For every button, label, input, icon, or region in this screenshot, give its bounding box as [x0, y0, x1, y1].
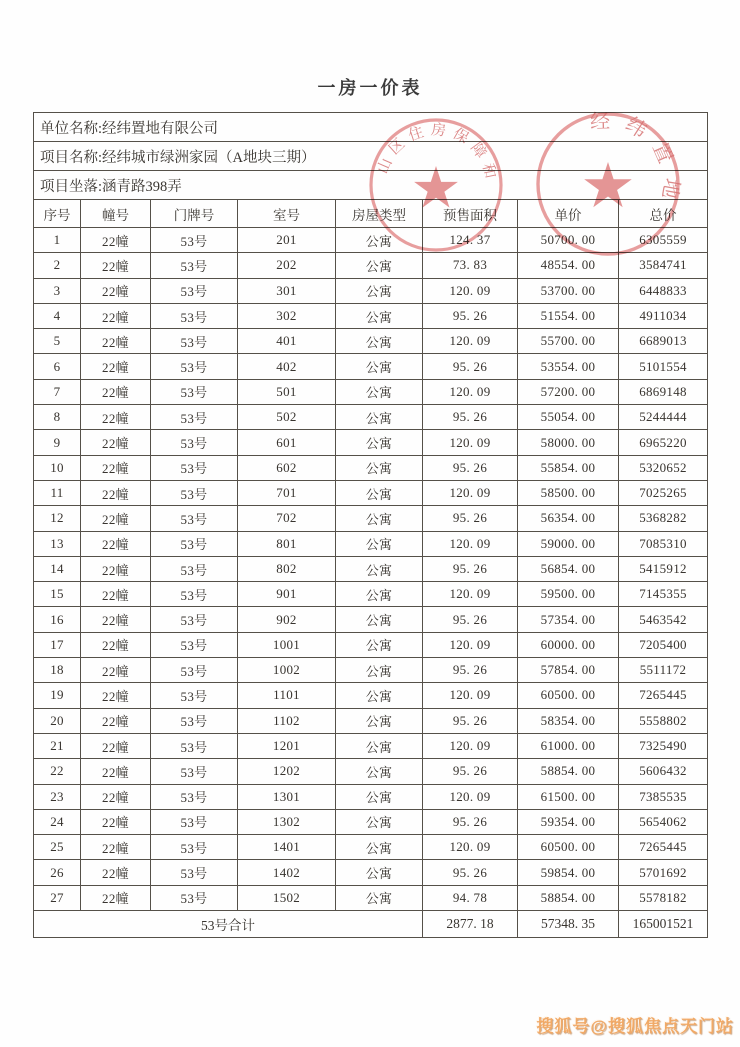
cell-door-number: 53号: [151, 683, 238, 708]
cell-building: 22幢: [81, 354, 151, 379]
cell-house-type: 公寓: [336, 531, 423, 556]
cell-presale-area: 124. 37: [423, 228, 518, 253]
cell-door-number: 53号: [151, 582, 238, 607]
cell-room: 1201: [238, 733, 336, 758]
cell-door-number: 53号: [151, 455, 238, 480]
cell-building: 22幢: [81, 455, 151, 480]
cell-total-price: 5415912: [619, 556, 708, 581]
cell-presale-area: 120. 09: [423, 379, 518, 404]
cell-total-price: 7265445: [619, 683, 708, 708]
cell-door-number: 53号: [151, 708, 238, 733]
cell-house-type: 公寓: [336, 582, 423, 607]
cell-house-type: 公寓: [336, 455, 423, 480]
cell-room: 1502: [238, 885, 336, 910]
cell-room: 902: [238, 607, 336, 632]
cell-unit-price: 59500. 00: [518, 582, 619, 607]
cell-presale-area: 120. 09: [423, 784, 518, 809]
cell-building: 22幢: [81, 278, 151, 303]
cell-index: 18: [34, 658, 81, 683]
table-row: [34, 278, 708, 303]
cell-room: 802: [238, 556, 336, 581]
cell-presale-area: 95. 26: [423, 354, 518, 379]
cell-door-number: 53号: [151, 556, 238, 581]
cell-index: 12: [34, 506, 81, 531]
table-row: [34, 759, 708, 784]
cell-room: 402: [238, 354, 336, 379]
cell-room: 1202: [238, 759, 336, 784]
cell-presale-area: 95. 26: [423, 303, 518, 328]
info-row-location: [34, 171, 708, 200]
cell-unit-price: 57354. 00: [518, 607, 619, 632]
table-row: [34, 835, 708, 860]
cell-index: 25: [34, 835, 81, 860]
cell-total-price: 4911034: [619, 303, 708, 328]
cell-presale-area: 94. 78: [423, 885, 518, 910]
cell-unit-price: 61000. 00: [518, 733, 619, 758]
cell-room: 201: [238, 228, 336, 253]
company-name: 单位名称:经纬置地有限公司: [34, 113, 708, 142]
cell-room: 1101: [238, 683, 336, 708]
cell-total-price: 7265445: [619, 835, 708, 860]
cell-index: 2: [34, 253, 81, 278]
cell-total-price: 6869148: [619, 379, 708, 404]
cell-house-type: 公寓: [336, 405, 423, 430]
cell-building: 22幢: [81, 809, 151, 834]
cell-building: 22幢: [81, 531, 151, 556]
cell-unit-price: 55700. 00: [518, 329, 619, 354]
cell-unit-price: 59354. 00: [518, 809, 619, 834]
cell-index: 16: [34, 607, 81, 632]
cell-unit-price: 55054. 00: [518, 405, 619, 430]
cell-unit-price: 48554. 00: [518, 253, 619, 278]
cell-door-number: 53号: [151, 253, 238, 278]
footer-label: 53号合计: [34, 911, 423, 938]
cell-total-price: 5701692: [619, 860, 708, 885]
cell-building: 22幢: [81, 835, 151, 860]
cell-building: 22幢: [81, 607, 151, 632]
cell-room: 602: [238, 455, 336, 480]
cell-building: 22幢: [81, 405, 151, 430]
cell-house-type: 公寓: [336, 658, 423, 683]
cell-building: 22幢: [81, 329, 151, 354]
cell-total-price: 6965220: [619, 430, 708, 455]
cell-house-type: 公寓: [336, 253, 423, 278]
cell-house-type: 公寓: [336, 278, 423, 303]
cell-index: 19: [34, 683, 81, 708]
project-name: 项目名称:经纬城市绿洲家园（A地块三期）: [34, 142, 708, 171]
cell-total-price: 6448833: [619, 278, 708, 303]
cell-room: 202: [238, 253, 336, 278]
table-row: [34, 556, 708, 581]
cell-index: 7: [34, 379, 81, 404]
cell-total-price: 7025265: [619, 480, 708, 505]
cell-presale-area: 120. 09: [423, 835, 518, 860]
cell-presale-area: 120. 09: [423, 480, 518, 505]
cell-house-type: 公寓: [336, 303, 423, 328]
cell-index: 5: [34, 329, 81, 354]
cell-total-price: 5101554: [619, 354, 708, 379]
cell-presale-area: 95. 26: [423, 405, 518, 430]
cell-index: 1: [34, 228, 81, 253]
cell-presale-area: 120. 09: [423, 278, 518, 303]
cell-house-type: 公寓: [336, 480, 423, 505]
cell-total-price: 5463542: [619, 607, 708, 632]
table-row: [34, 480, 708, 505]
table-row: [34, 632, 708, 657]
cell-house-type: 公寓: [336, 683, 423, 708]
cell-door-number: 53号: [151, 784, 238, 809]
cell-unit-price: 51554. 00: [518, 303, 619, 328]
cell-door-number: 53号: [151, 809, 238, 834]
cell-door-number: 53号: [151, 885, 238, 910]
page-title: 一房一价表: [317, 78, 423, 98]
cell-unit-price: 59000. 00: [518, 531, 619, 556]
cell-total-price: 5578182: [619, 885, 708, 910]
table-row: [34, 607, 708, 632]
cell-building: 22幢: [81, 582, 151, 607]
info-row-project: [34, 142, 708, 171]
cell-house-type: 公寓: [336, 835, 423, 860]
cell-index: 26: [34, 860, 81, 885]
cell-building: 22幢: [81, 658, 151, 683]
cell-door-number: 53号: [151, 329, 238, 354]
table-footer-row: [34, 911, 708, 938]
cell-index: 27: [34, 885, 81, 910]
cell-presale-area: 95. 26: [423, 556, 518, 581]
cell-index: 14: [34, 556, 81, 581]
cell-room: 601: [238, 430, 336, 455]
cell-presale-area: 95. 26: [423, 607, 518, 632]
cell-house-type: 公寓: [336, 354, 423, 379]
cell-house-type: 公寓: [336, 556, 423, 581]
cell-unit-price: 60500. 00: [518, 683, 619, 708]
footer-total-price: 165001521: [619, 911, 708, 938]
project-location: 项目坐落:涵青路398弄: [34, 171, 708, 200]
footer-average-unit-price: 57348. 35: [518, 911, 619, 938]
cell-index: 3: [34, 278, 81, 303]
cell-door-number: 53号: [151, 531, 238, 556]
header-house-type: 房屋类型: [336, 200, 423, 228]
cell-door-number: 53号: [151, 658, 238, 683]
cell-house-type: 公寓: [336, 379, 423, 404]
cell-door-number: 53号: [151, 480, 238, 505]
cell-index: 23: [34, 784, 81, 809]
cell-house-type: 公寓: [336, 607, 423, 632]
cell-door-number: 53号: [151, 303, 238, 328]
cell-unit-price: 58354. 00: [518, 708, 619, 733]
cell-total-price: 5244444: [619, 405, 708, 430]
cell-index: 21: [34, 733, 81, 758]
cell-room: 701: [238, 480, 336, 505]
table-row: [34, 784, 708, 809]
cell-presale-area: 95. 26: [423, 759, 518, 784]
table-row: [34, 253, 708, 278]
cell-door-number: 53号: [151, 632, 238, 657]
cell-presale-area: 120. 09: [423, 632, 518, 657]
cell-index: 9: [34, 430, 81, 455]
cell-house-type: 公寓: [336, 329, 423, 354]
cell-building: 22幢: [81, 228, 151, 253]
table-row: [34, 354, 708, 379]
cell-building: 22幢: [81, 480, 151, 505]
header-door-number: 门牌号: [151, 200, 238, 228]
table-body: [34, 228, 708, 911]
cell-presale-area: 73. 83: [423, 253, 518, 278]
cell-house-type: 公寓: [336, 885, 423, 910]
cell-door-number: 53号: [151, 405, 238, 430]
cell-room: 1002: [238, 658, 336, 683]
table-row: [34, 228, 708, 253]
cell-house-type: 公寓: [336, 759, 423, 784]
cell-building: 22幢: [81, 430, 151, 455]
cell-total-price: 6305559: [619, 228, 708, 253]
header-room: 室号: [238, 200, 336, 228]
cell-unit-price: 57854. 00: [518, 658, 619, 683]
cell-house-type: 公寓: [336, 506, 423, 531]
cell-unit-price: 56354. 00: [518, 506, 619, 531]
cell-index: 24: [34, 809, 81, 834]
cell-room: 1102: [238, 708, 336, 733]
cell-house-type: 公寓: [336, 784, 423, 809]
cell-unit-price: 59854. 00: [518, 860, 619, 885]
table-row: [34, 860, 708, 885]
cell-total-price: 7085310: [619, 531, 708, 556]
cell-unit-price: 53554. 00: [518, 354, 619, 379]
cell-index: 11: [34, 480, 81, 505]
cell-index: 6: [34, 354, 81, 379]
table-row: [34, 531, 708, 556]
cell-total-price: 7385535: [619, 784, 708, 809]
sohu-watermark: 搜狐号@搜狐焦点天门站: [536, 1017, 734, 1036]
cell-total-price: 6689013: [619, 329, 708, 354]
cell-room: 1301: [238, 784, 336, 809]
cell-index: 8: [34, 405, 81, 430]
table-header-row: [34, 200, 708, 228]
cell-building: 22幢: [81, 253, 151, 278]
table-row: [34, 885, 708, 910]
cell-total-price: 5368282: [619, 506, 708, 531]
cell-index: 13: [34, 531, 81, 556]
cell-door-number: 53号: [151, 733, 238, 758]
table-row: [34, 506, 708, 531]
cell-index: 4: [34, 303, 81, 328]
table-row: [34, 733, 708, 758]
cell-building: 22幢: [81, 733, 151, 758]
cell-total-price: 5654062: [619, 809, 708, 834]
cell-presale-area: 120. 09: [423, 683, 518, 708]
cell-room: 1402: [238, 860, 336, 885]
cell-building: 22幢: [81, 303, 151, 328]
cell-unit-price: 58854. 00: [518, 885, 619, 910]
cell-room: 501: [238, 379, 336, 404]
cell-presale-area: 95. 26: [423, 860, 518, 885]
cell-unit-price: 61500. 00: [518, 784, 619, 809]
cell-door-number: 53号: [151, 835, 238, 860]
cell-unit-price: 58854. 00: [518, 759, 619, 784]
cell-door-number: 53号: [151, 228, 238, 253]
cell-index: 15: [34, 582, 81, 607]
cell-unit-price: 56854. 00: [518, 556, 619, 581]
seal-arc-text: 经纬置地: [589, 110, 683, 214]
header-building: 幢号: [81, 200, 151, 228]
cell-door-number: 53号: [151, 430, 238, 455]
cell-total-price: 7205400: [619, 632, 708, 657]
table-row: [34, 303, 708, 328]
cell-presale-area: 120. 09: [423, 531, 518, 556]
cell-house-type: 公寓: [336, 708, 423, 733]
cell-presale-area: 120. 09: [423, 430, 518, 455]
table-row: [34, 430, 708, 455]
cell-total-price: 3584741: [619, 253, 708, 278]
cell-room: 1302: [238, 809, 336, 834]
cell-building: 22幢: [81, 379, 151, 404]
header-presale-area: 预售面积: [423, 200, 518, 228]
header-unit-price: 单价: [518, 200, 619, 228]
cell-total-price: 5511172: [619, 658, 708, 683]
cell-room: 401: [238, 329, 336, 354]
table-row: [34, 379, 708, 404]
cell-building: 22幢: [81, 632, 151, 657]
cell-presale-area: 120. 09: [423, 733, 518, 758]
cell-door-number: 53号: [151, 379, 238, 404]
price-table: [33, 112, 708, 938]
cell-building: 22幢: [81, 683, 151, 708]
cell-total-price: 5606432: [619, 759, 708, 784]
cell-unit-price: 58000. 00: [518, 430, 619, 455]
cell-house-type: 公寓: [336, 809, 423, 834]
cell-door-number: 53号: [151, 607, 238, 632]
cell-unit-price: 58500. 00: [518, 480, 619, 505]
header-total-price: 总价: [619, 200, 708, 228]
cell-total-price: 5558802: [619, 708, 708, 733]
cell-building: 22幢: [81, 860, 151, 885]
cell-house-type: 公寓: [336, 632, 423, 657]
seal-arc-text: 山区住房保障和: [374, 122, 499, 186]
cell-building: 22幢: [81, 506, 151, 531]
cell-house-type: 公寓: [336, 860, 423, 885]
cell-index: 17: [34, 632, 81, 657]
cell-total-price: 7325490: [619, 733, 708, 758]
cell-building: 22幢: [81, 556, 151, 581]
cell-presale-area: 95. 26: [423, 809, 518, 834]
cell-unit-price: 60500. 00: [518, 835, 619, 860]
cell-index: 10: [34, 455, 81, 480]
cell-presale-area: 120. 09: [423, 582, 518, 607]
info-section: [34, 113, 708, 228]
table-row: [34, 809, 708, 834]
table-row: [34, 455, 708, 480]
cell-door-number: 53号: [151, 860, 238, 885]
cell-building: 22幢: [81, 885, 151, 910]
cell-room: 301: [238, 278, 336, 303]
footer-total-area: 2877. 18: [423, 911, 518, 938]
cell-presale-area: 95. 26: [423, 455, 518, 480]
cell-house-type: 公寓: [336, 430, 423, 455]
cell-unit-price: 53700. 00: [518, 278, 619, 303]
cell-door-number: 53号: [151, 506, 238, 531]
cell-room: 702: [238, 506, 336, 531]
cell-building: 22幢: [81, 708, 151, 733]
cell-room: 502: [238, 405, 336, 430]
cell-room: 801: [238, 531, 336, 556]
info-row-company: [34, 113, 708, 142]
cell-unit-price: 55854. 00: [518, 455, 619, 480]
cell-unit-price: 57200. 00: [518, 379, 619, 404]
cell-total-price: 7145355: [619, 582, 708, 607]
table-row: [34, 658, 708, 683]
header-index: 序号: [34, 200, 81, 228]
cell-room: 1401: [238, 835, 336, 860]
cell-presale-area: 95. 26: [423, 708, 518, 733]
cell-house-type: 公寓: [336, 733, 423, 758]
cell-unit-price: 50700. 00: [518, 228, 619, 253]
cell-door-number: 53号: [151, 278, 238, 303]
cell-room: 901: [238, 582, 336, 607]
cell-presale-area: 95. 26: [423, 658, 518, 683]
cell-index: 20: [34, 708, 81, 733]
table-row: [34, 329, 708, 354]
cell-door-number: 53号: [151, 759, 238, 784]
cell-index: 22: [34, 759, 81, 784]
cell-presale-area: 120. 09: [423, 329, 518, 354]
table-row: [34, 683, 708, 708]
table-row: [34, 582, 708, 607]
cell-presale-area: 95. 26: [423, 506, 518, 531]
cell-room: 1001: [238, 632, 336, 657]
cell-unit-price: 60000. 00: [518, 632, 619, 657]
table-row: [34, 405, 708, 430]
table-footer-section: [34, 911, 708, 938]
cell-house-type: 公寓: [336, 228, 423, 253]
cell-total-price: 5320652: [619, 455, 708, 480]
cell-building: 22幢: [81, 759, 151, 784]
cell-building: 22幢: [81, 784, 151, 809]
cell-room: 302: [238, 303, 336, 328]
table-row: [34, 708, 708, 733]
cell-door-number: 53号: [151, 354, 238, 379]
